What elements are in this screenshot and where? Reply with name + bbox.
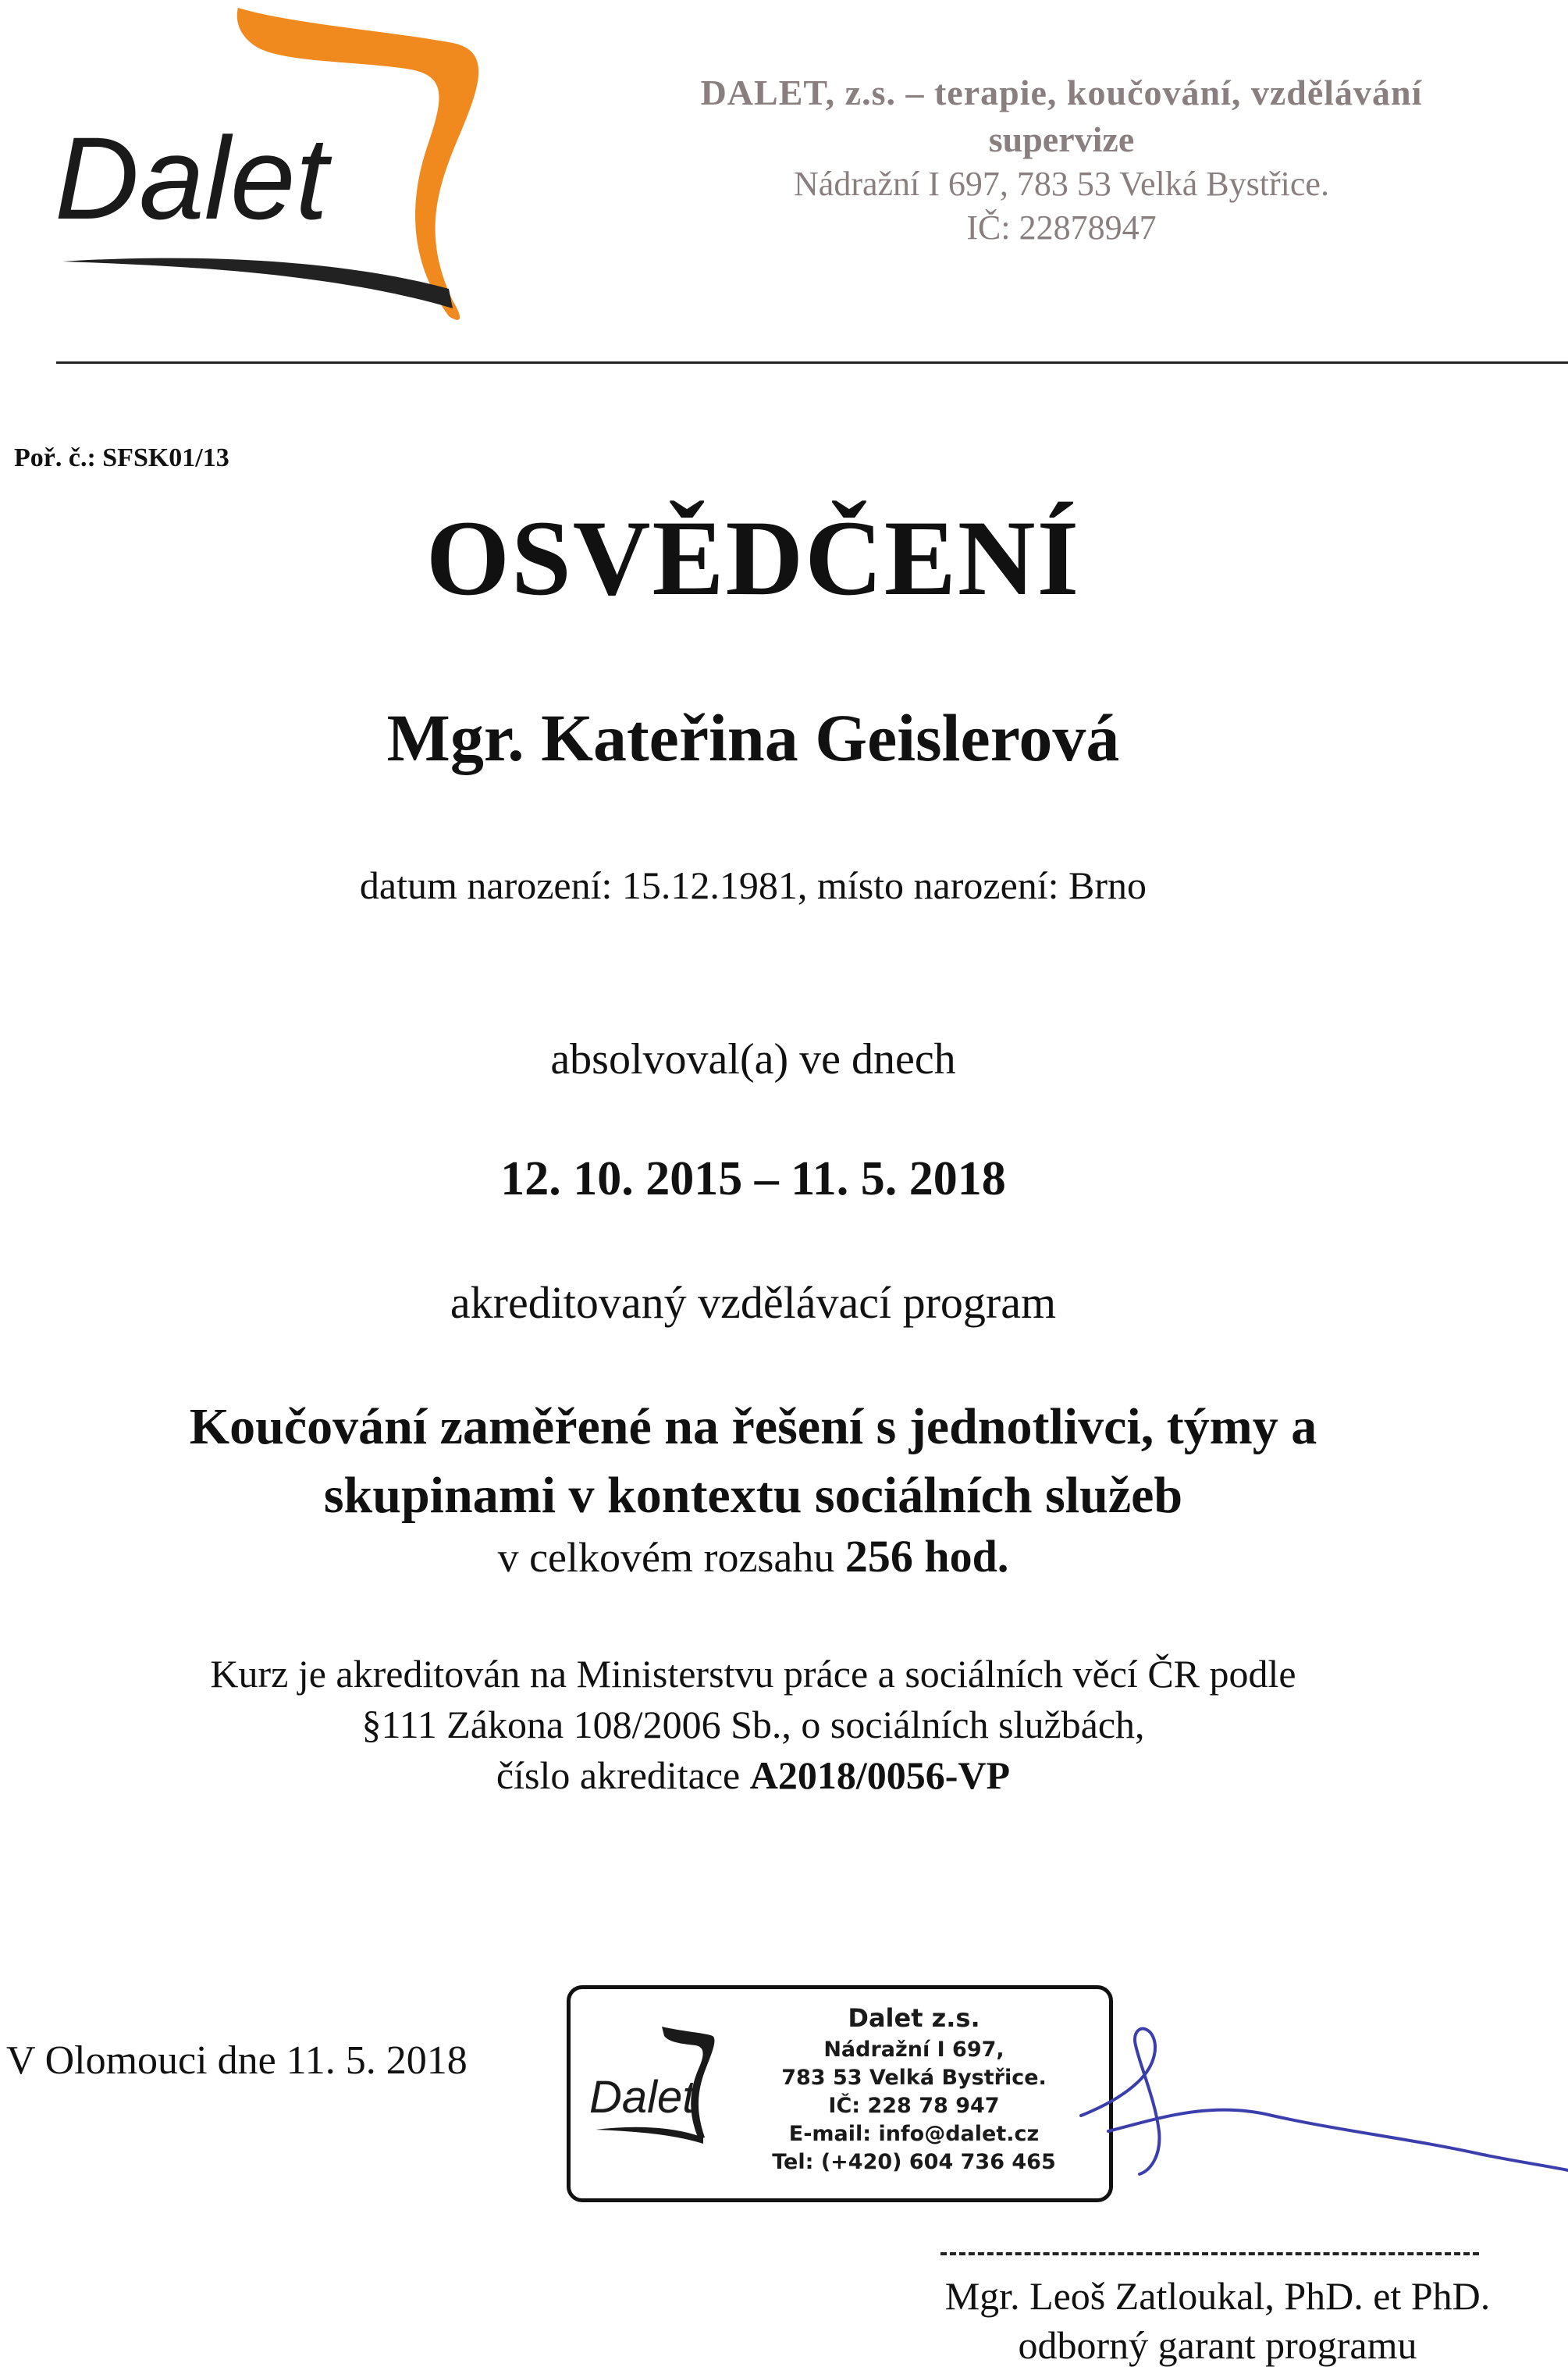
certificate-title: OSVĚDČENÍ — [425, 498, 1081, 618]
signature-line — [940, 2252, 1479, 2255]
signature-stroke — [1077, 1952, 1568, 2186]
place-date: V Olomouci dne 11. 5. 2018 — [6, 2038, 468, 2083]
dalet-logo — [55, 0, 492, 328]
stamp-phone: Tel: (+420) 604 736 465 — [772, 2150, 1056, 2174]
accreditation-prefix: číslo akreditace — [496, 1753, 741, 1797]
scope-prefix: v celkovém rozsahu — [497, 1534, 835, 1581]
header-supervize: supervize — [988, 119, 1135, 159]
handwritten-signature — [1077, 1952, 1568, 2186]
program-title-line1: Koučování zaměřené na řešení s jednotlivci, týmy a — [189, 1398, 1317, 1455]
logo-text: Dalet — [55, 112, 329, 244]
scope-hours: 256 hod. — [844, 1531, 1009, 1582]
organization-stamp — [567, 1985, 1113, 2202]
header-divider — [56, 361, 1568, 364]
course-scope — [0, 1530, 1506, 1582]
stamp-email: E-mail: info@dalet.cz — [788, 2122, 1040, 2146]
recipient-birth: datum narození: 15.12.1981, místo narození: Brno — [359, 863, 1147, 907]
law-line1: Kurz je akreditován na Ministerstvu práce a sociálních věcí ČR podle — [210, 1652, 1296, 1696]
stamp-logo-text: Dalet — [589, 2072, 695, 2123]
header-address: Nádražní I 697, 783 53 Velká Bystřice. — [794, 165, 1329, 203]
accreditation-number: A2018/0056-VP — [749, 1753, 1011, 1797]
dalet-logo-mark — [55, 0, 492, 328]
stamp-address-line2: 783 53 Velká Bystřice. — [781, 2066, 1047, 2090]
law-line3 — [0, 1753, 1506, 1798]
accredited-text: akreditovaný vzdělávací program — [450, 1277, 1057, 1328]
recipient-name: Mgr. Kateřina Geislerová — [386, 700, 1120, 775]
order-number: Poř. č.: SFSK01/13 — [14, 443, 229, 472]
stamp-ico: IČ: 228 78 947 — [828, 2094, 1000, 2118]
absolved-text: absolvoval(a) ve dnech — [550, 1035, 956, 1084]
signatory-role: odborný garant programu — [1018, 2323, 1417, 2367]
course-dates: 12. 10. 2015 – 11. 5. 2018 — [500, 1152, 1006, 1205]
header-organization: DALET, z.s. – terapie, koučování, vzdělávání — [700, 73, 1423, 112]
law-line2: §111 Zákona 108/2006 Sb., o sociálních službách, — [361, 1703, 1145, 1746]
stamp-logo-mark — [588, 2020, 720, 2153]
header-ico: IČ: 22878947 — [966, 208, 1157, 247]
stamp-org-name: Dalet z.s. — [848, 2003, 980, 2033]
stamp-logo — [588, 2020, 720, 2153]
program-title-line2: skupinami v kontextu sociálních služeb — [323, 1467, 1183, 1524]
stamp-address-line1: Nádražní I 697, — [823, 2038, 1004, 2062]
signatory-name: Mgr. Leoš Zatloukal, PhD. et PhD. — [944, 2274, 1491, 2318]
